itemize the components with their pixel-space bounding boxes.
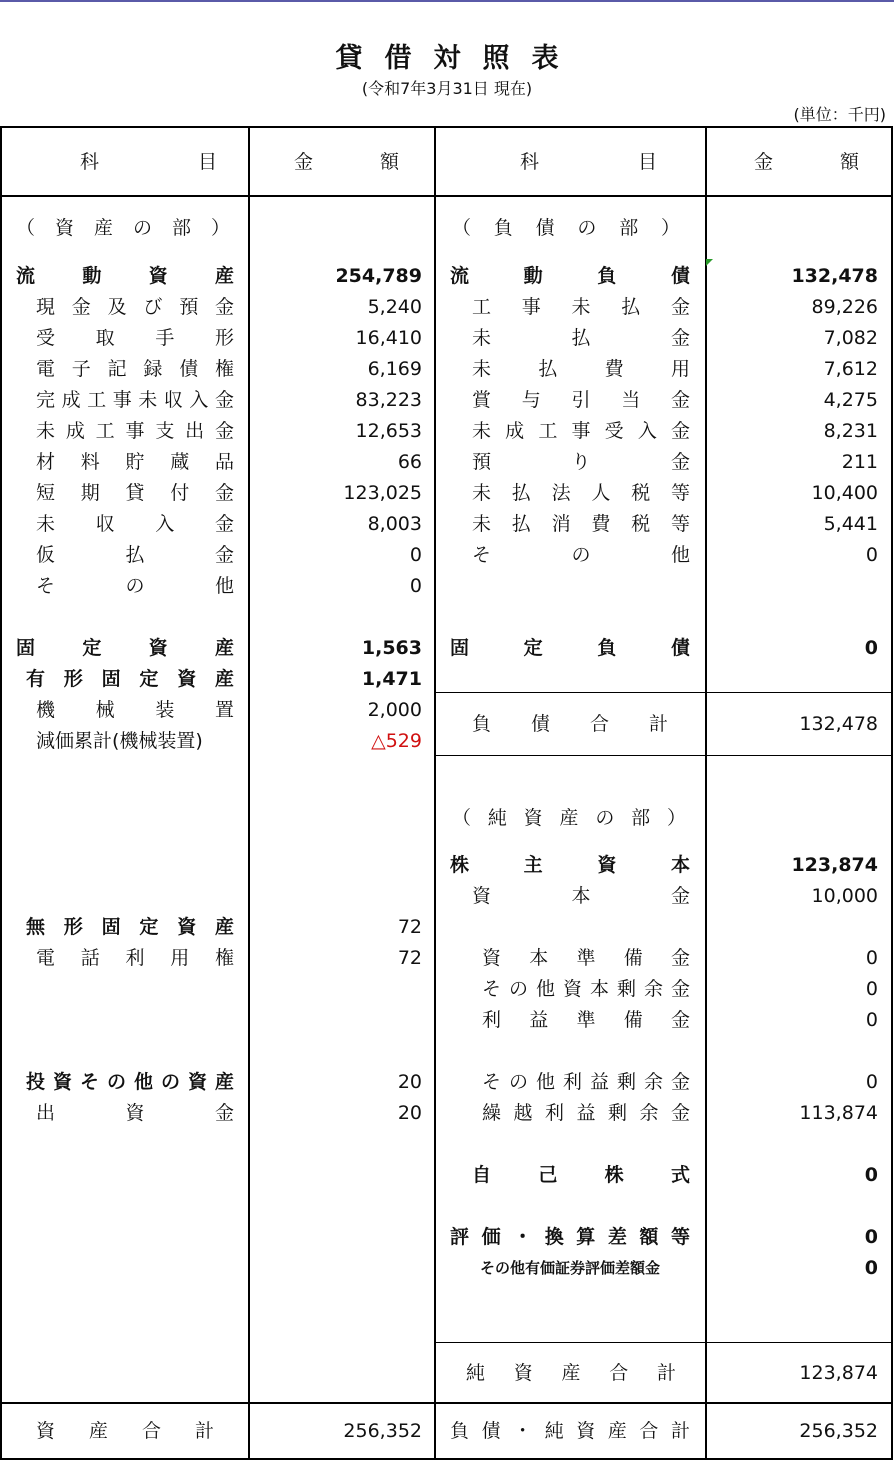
machinery-label: 機械装置 [36,699,234,721]
shareholders-equity-amount: 123,874 [791,854,878,876]
legal-reserve-label: 利益準備金 [482,1009,690,1031]
current-assets-label: 流動資産 [16,265,234,287]
liability-item-amount: 0 [865,544,878,566]
total-liabilities-amount: 132,478 [799,713,878,735]
asset-item-amount: 5,240 [367,296,422,318]
capital-contribution-amount: 20 [397,1102,422,1124]
header-divider [0,195,893,197]
liabilities-divider [435,692,893,693]
cell-comment-marker [706,259,713,266]
net-assets-section-heading: （純資産の部） [452,807,686,829]
current-assets-amount: 254,789 [335,265,422,287]
tangible-assets-amount: 1,471 [361,668,422,690]
liability-item-label: 工事未払金 [472,296,690,318]
liability-item-label: 未払法人税等 [472,482,690,504]
grand-total-label: 負債・純資産合計 [450,1420,690,1442]
capital-reserve-label: 資本準備金 [482,947,690,969]
unit-label: (単位：千円) [793,105,886,124]
assets-section-heading: （資産の部） [16,217,230,239]
total-net-assets-amount: 123,874 [799,1362,878,1384]
asset-item-label: 材料貯蔵品 [36,451,234,473]
asset-item-amount: 6,169 [367,358,422,380]
current-liabilities-amount: 132,478 [791,265,878,287]
total-net-assets-label: 純資産合計 [466,1362,676,1384]
liability-item-label: 賞与引当金 [472,389,690,411]
investments-label: 投資その他の資産 [26,1071,234,1093]
asset-item-label: 仮払金 [36,544,234,566]
liability-item-amount: 7,082 [823,327,878,349]
depreciation-label: 減価累計(機械装置) [36,730,203,752]
other-capital-surplus-amount: 0 [865,978,878,1000]
liability-item-label: その他 [472,544,690,566]
asset-item-label: その他 [36,575,234,597]
asset-item-label: 未収入金 [36,513,234,535]
header-item-right: 科 目 [520,151,698,173]
fixed-liabilities-label: 固定負債 [450,637,690,659]
column-divider [434,126,436,1460]
header-item-left: 科 目 [80,151,258,173]
column-divider [705,126,707,1460]
liability-item-label: 未成工事受入金 [472,420,690,442]
asset-item-label: 受取手形 [36,327,234,349]
asset-item-amount: 66 [397,451,422,473]
asset-item-label: 完成工事未収入金 [36,389,234,411]
fixed-assets-amount: 1,563 [361,637,422,659]
asset-item-label: 短期貸付金 [36,482,234,504]
asset-item-label: 電子記録債権 [36,358,234,380]
capital-stock-label: 資本金 [472,885,690,907]
grand-total-amount: 256,352 [799,1420,878,1442]
securities-valuation-amount: 0 [864,1257,878,1279]
total-liabilities-label: 負債合計 [472,713,668,735]
capital-reserve-amount: 0 [865,947,878,969]
liability-item-label: 未払消費税等 [472,513,690,535]
liability-item-amount: 89,226 [811,296,878,318]
header-amount-left: 金 額 [294,151,424,173]
other-retained-earnings-label: その他利益剰余金 [482,1071,690,1093]
liability-item-amount: 8,231 [823,420,878,442]
retained-earnings-carried-amount: 113,874 [799,1102,878,1124]
asset-item-amount: 0 [409,544,422,566]
intangible-assets-amount: 72 [397,916,422,938]
phone-rights-amount: 72 [397,947,422,969]
other-capital-surplus-label: その他資本剰余金 [482,978,690,1000]
treasury-stock-label: 自己株式 [472,1164,690,1186]
liabilities-total-divider [435,755,893,756]
asset-item-label: 現金及び預金 [36,296,234,318]
current-liabilities-label: 流動負債 [450,265,690,287]
machinery-amount: 2,000 [367,699,422,721]
legal-reserve-amount: 0 [865,1009,878,1031]
header-amount-right: 金 額 [754,151,884,173]
asset-item-amount: 0 [409,575,422,597]
column-divider [248,126,250,1460]
asset-item-label: 未成工事支出金 [36,420,234,442]
asset-item-amount: 12,653 [355,420,422,442]
liability-item-label: 未払費用 [472,358,690,380]
capital-contribution-label: 出資金 [36,1102,234,1124]
page-title: 貸借対照表 [335,43,581,74]
liability-item-amount: 5,441 [823,513,878,535]
asset-item-amount: 16,410 [355,327,422,349]
page-subtitle-date: (令和7年3月31日 現在) [361,79,533,98]
investments-amount: 20 [397,1071,422,1093]
asset-item-amount: 8,003 [367,513,422,535]
liability-item-amount: 211 [841,451,878,473]
securities-valuation-label: その他有価証券評価差額金 [480,1259,661,1277]
intangible-assets-label: 無形固定資産 [26,916,234,938]
treasury-stock-amount: 0 [864,1164,878,1186]
fixed-liabilities-amount: 0 [864,637,878,659]
net-assets-total-divider [435,1342,893,1343]
total-assets-amount: 256,352 [343,1420,422,1442]
liability-item-amount: 4,275 [823,389,878,411]
phone-rights-label: 電話利用権 [36,947,234,969]
valuation-differences-amount: 0 [864,1226,878,1248]
liability-item-amount: 7,612 [823,358,878,380]
depreciation-amount: △529 [371,730,422,752]
fixed-assets-label: 固定資産 [16,637,234,659]
other-retained-earnings-amount: 0 [865,1071,878,1093]
tangible-assets-label: 有形固定資産 [26,668,234,690]
grand-total-divider [0,1402,893,1404]
capital-stock-amount: 10,000 [811,885,878,907]
liability-item-amount: 10,400 [811,482,878,504]
liability-item-label: 預り金 [472,451,690,473]
total-assets-label: 資産合計 [36,1420,214,1442]
top-border-line [0,0,894,2]
retained-earnings-carried-label: 繰越利益剰余金 [482,1102,690,1124]
valuation-differences-label: 評価・換算差額等 [450,1226,690,1248]
liability-item-label: 未払金 [472,327,690,349]
liabilities-section-heading: （負債の部） [452,217,680,239]
asset-item-amount: 83,223 [355,389,422,411]
shareholders-equity-label: 株主資本 [450,854,690,876]
asset-item-amount: 123,025 [343,482,422,504]
